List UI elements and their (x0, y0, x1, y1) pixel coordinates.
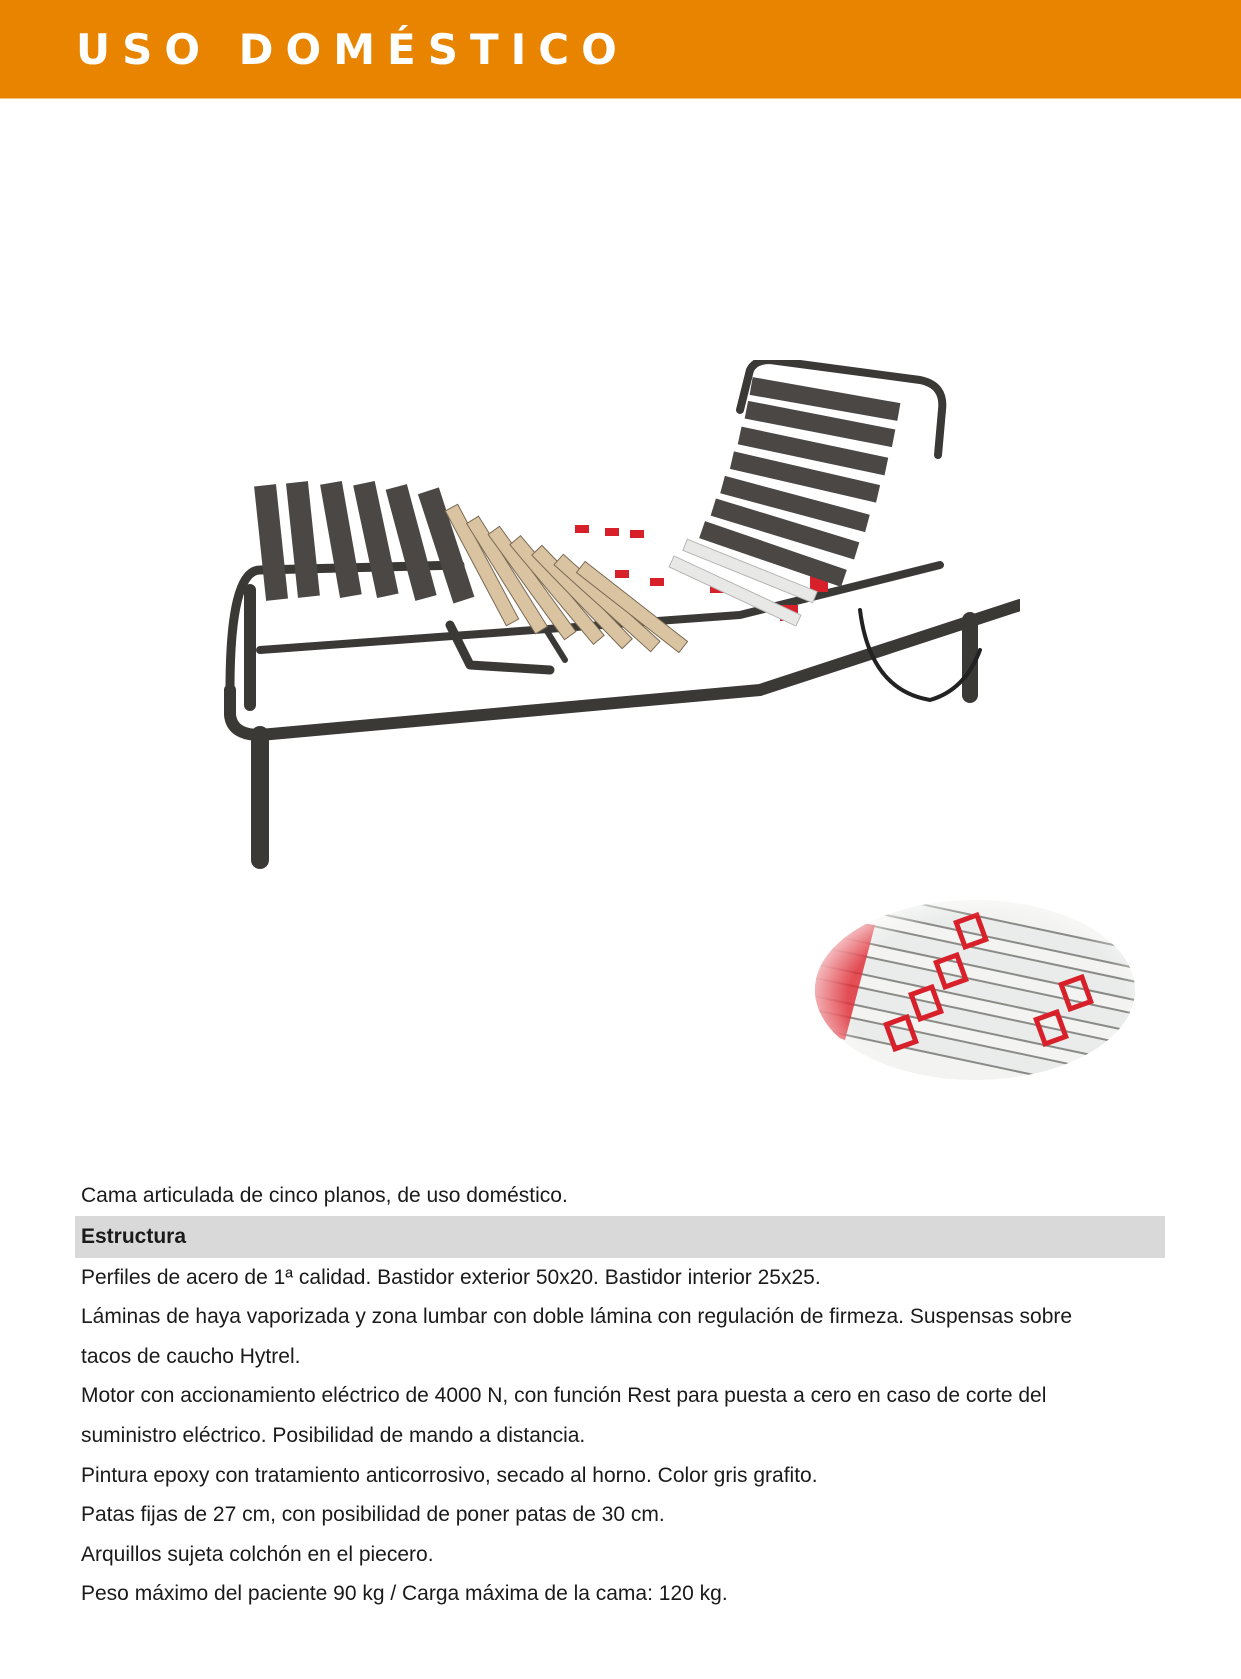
spec-line: Patas fijas de 27 cm, con posibilidad de poner patas de 30 cm. (81, 1503, 665, 1527)
spec-line: tacos de caucho Hytrel. (81, 1344, 301, 1368)
intro-text: Cama articulada de cinco planos, de uso doméstico. (81, 1184, 568, 1207)
header-bar (0, 0, 1241, 99)
page-title: USO DOMÉSTICO (76, 25, 629, 74)
lumbar-detail-image (805, 880, 1135, 1080)
adjustable-bed-image (220, 360, 1020, 930)
spec-line: Pintura epoxy con tratamiento anticorrosivo, secado al horno. Color gris grafito. (81, 1463, 818, 1487)
spec-line: Láminas de haya vaporizada y zona lumbar con doble lámina con regulación de firmeza. Suspensas sobre (81, 1305, 1073, 1329)
spec-line: Peso máximo del paciente 90 kg / Carga máxima de la cama: 120 kg. (81, 1582, 728, 1606)
spec-line: Motor con accionamiento eléctrico de 4000 N, con función Rest para puesta a cero en caso de corte del (81, 1384, 1047, 1408)
spec-line: Arquillos sujeta colchón en el piecero. (81, 1542, 434, 1566)
product-description (75, 1176, 1165, 1614)
spec-line: Perfiles de acero de 1ª calidad. Bastidor exterior 50x20. Bastidor interior 25x25. (81, 1265, 821, 1289)
section-heading-estructura: Estructura (75, 1216, 1165, 1258)
spec-line: suministro eléctrico. Posibilidad de mando a distancia. (81, 1423, 586, 1447)
